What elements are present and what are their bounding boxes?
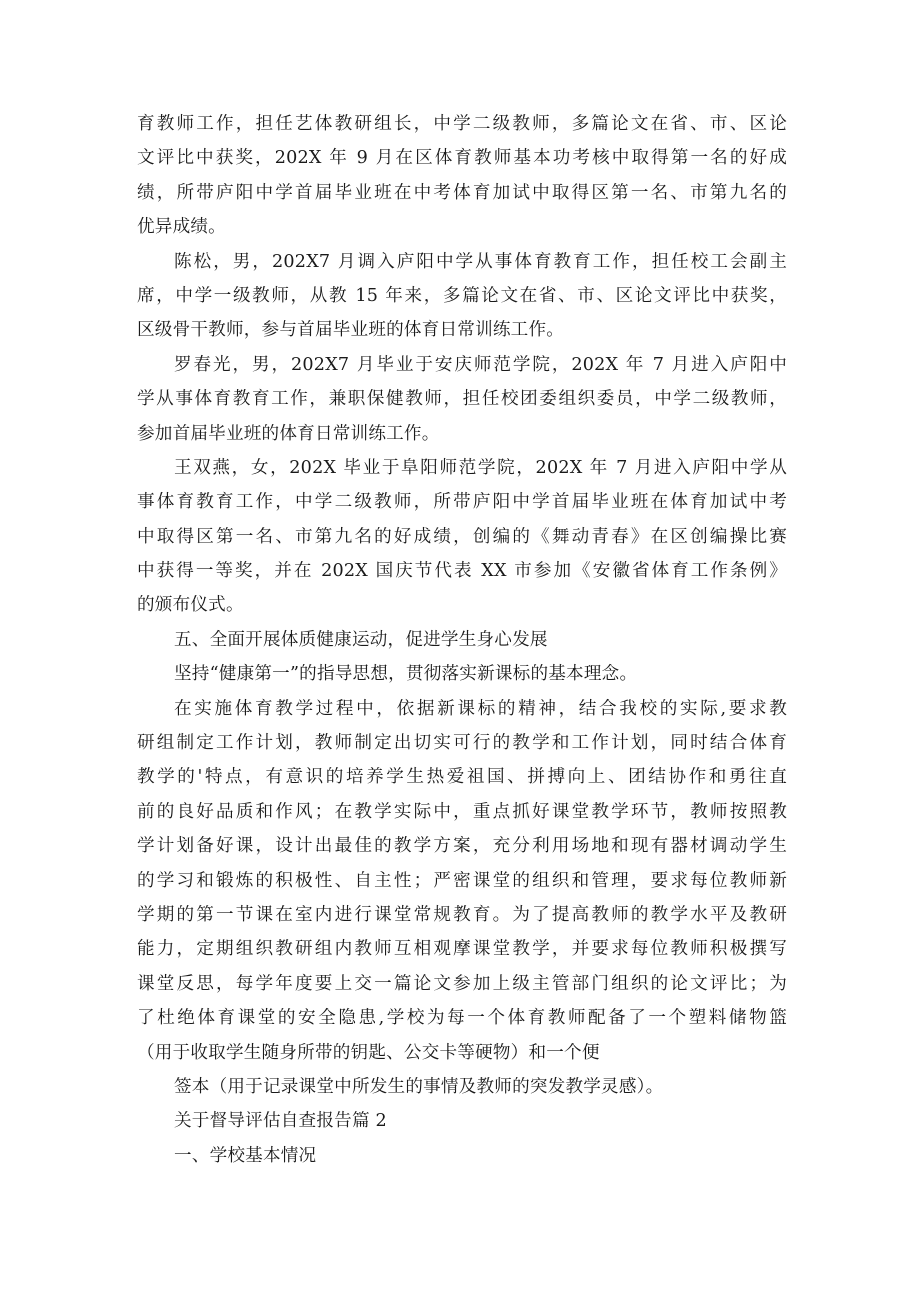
text-line: 一、学校基本情况: [174, 1145, 317, 1166]
document-body: [137, 107, 787, 1173]
text-line: 的颁布仪式。: [137, 595, 244, 616]
text-line: 事体育教育工作，中学二级教师，所带庐阳中学首届毕业班在体育加试中考: [137, 492, 787, 513]
text-line: 中获得一等奖，并在 202X 国庆节代表 XX 市参加《安徽省体育工作条例》: [137, 561, 787, 582]
text-line: 研组制定工作计划，教师制定出切实可行的教学和工作计划，同时结合体育: [137, 733, 787, 754]
text-line: 关于督导评估自查报告篇 2: [174, 1111, 387, 1132]
text-line: 罗春光，男，202X7 月毕业于安庆师范学院，202X 年 7 月进入庐阳中: [174, 354, 787, 375]
text-line: 教学的'特点，有意识的培养学生热爱祖国、拼搏向上、团结协作和勇往直: [137, 767, 787, 788]
text-line: 学从事体育教育工作，兼职保健教师，担任校团委组织委员，中学二级教师，: [137, 389, 787, 410]
text-line: 优异成绩。: [137, 217, 226, 238]
text-line: 在实施体育教学过程中，依据新课标的精神，结合我校的实际,要求教: [174, 698, 787, 719]
text-line: 签本（用于记录课堂中所发生的事情及教师的突发教学灵感）。: [174, 1076, 664, 1097]
text-line: 陈松，男，202X7 月调入庐阳中学从事体育教育工作，担任校工会副主: [174, 251, 787, 272]
text-line: 学计划备好课，设计出最佳的教学方案，充分利用场地和现有器材调动学生: [137, 836, 787, 857]
text-line: 绩，所带庐阳中学首届毕业班在中考体育加试中取得区第一名、市第九名的: [137, 182, 787, 203]
text-line: 育教师工作，担任艺体教研组长，中学二级教师，多篇论文在省、市、区论: [137, 114, 787, 134]
text-line: 中取得区第一名、市第九名的好成绩，创编的《舞动青春》在区创编操比赛: [137, 526, 787, 547]
text-line: 区级骨干教师，参与首届毕业班的体育日常训练工作。: [137, 320, 565, 341]
text-line: 课堂反思，每学年度要上交一篇论文参加上级主管部门组织的论文评比；为: [137, 973, 787, 994]
text-line: 参加首届毕业班的体育日常训练工作。: [137, 423, 440, 444]
text-line: 五、全面开展体质健康运动，促进学生身心发展: [174, 629, 548, 650]
text-line: 了杜绝体育课堂的安全隐患,学校为每一个体育教师配备了一个塑料储物篮: [137, 1008, 787, 1029]
text-line: 的学习和锻炼的积极性、自主性；严密课堂的组织和管理，要求每位教师新: [137, 870, 787, 891]
text-line: 坚持“健康第一”的指导思想，贯彻落实新课标的基本理念。: [174, 664, 638, 685]
text-line: 能力，定期组织教研组内教师互相观摩课堂教学，并要求每位教师积极撰写: [137, 939, 787, 960]
text-line: 文评比中获奖，202X 年 9 月在区体育教师基本功考核中取得第一名的好成: [137, 148, 787, 169]
text-line: 学期的第一节课在室内进行课堂常规教育。为了提高教师的教学水平及教研: [137, 904, 787, 925]
text-line: （用于收取学生随身所带的钥匙、公交卡等硬物）和一个便: [137, 1042, 600, 1063]
text-line: 前的良好品质和作风；在教学实际中，重点抓好课堂教学环节，教师按照教: [137, 801, 787, 822]
text-line: 席，中学一级教师，从教 15 年来，多篇论文在省、市、区论文评比中获奖，: [137, 285, 787, 306]
text-line: 王双燕，女，202X 毕业于阜阳师范学院，202X 年 7 月进入庐阳中学从: [174, 457, 787, 478]
